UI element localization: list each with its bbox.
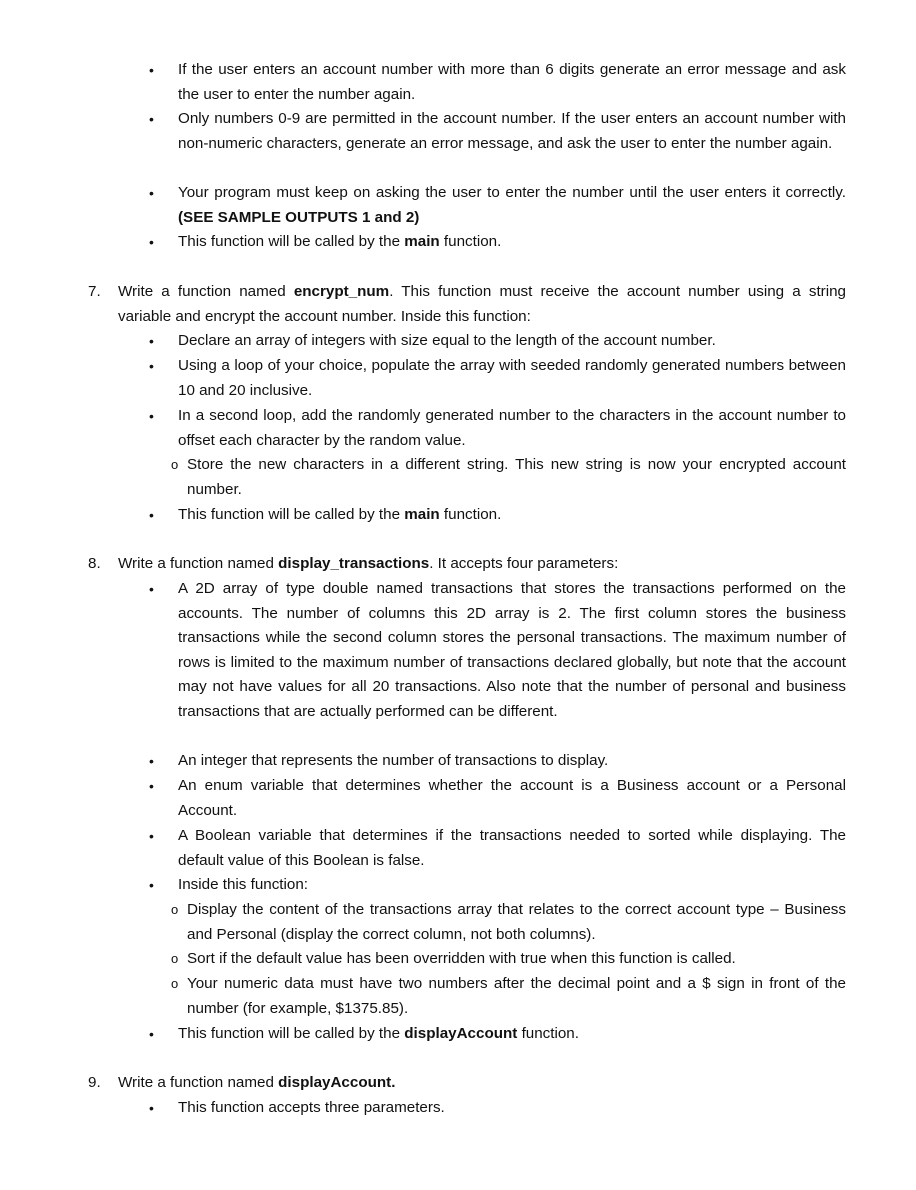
bullet-icon: • [149,1100,154,1116]
bullet-icon: • [149,778,154,794]
list-item: In a second loop, add the randomly generated number to the characters in the account number to offset each character by the random value. [178,407,846,449]
list-item: A 2D array of type double named transactions that stores the transactions performed on the accounts. The number of columns this 2D array is 2. The first column stores the business transactions while the second column stores the personal transactions. The maximum number of rows is limited to the maximum number of transactions declared globally, but note that the account may not have values for all 20 transactions. Also note that the number of personal and business transactions that are actually performed can be different. [178,580,846,720]
item-7-heading: Write a function named encrypt_num. This function must receive the account number using a string variable and encrypt the account number. Inside this function: [118,283,846,325]
item-8-heading: Write a function named display_transactions. It accepts four parameters: [118,555,619,572]
list-item: If the user enters an account number with more than 6 digits generate an error message and ask the user to enter the number again. [178,61,846,103]
bullet-icon: • [149,62,154,78]
list-item: Your program must keep on asking the user to enter the number until the user enters it correctly. (SEE SAMPLE OUTPUTS 1 and 2) [178,184,846,226]
list-item: This function will be called by the main function. [178,233,502,250]
list-item: This function will be called by the main function. [178,506,502,523]
item-number: 8. [88,555,101,572]
list-item: A Boolean variable that determines if the transactions needed to sorted while displaying. The default value of this Boolean is false. [178,827,846,869]
bullet-icon: • [149,358,154,374]
sub-list-item: Store the new characters in a different string. This new string is now your encrypted account number. [187,456,846,498]
bullet-icon: • [149,753,154,769]
bullet-icon: • [149,185,154,201]
function-name: display_transactions [278,555,430,572]
list-item: Declare an array of integers with size equal to the length of the account number. [178,332,716,349]
bullet-icon: • [149,408,154,424]
sub-bullet-icon: o [171,457,179,472]
sub-bullet-icon: o [171,976,179,991]
bullet-icon: • [149,507,154,523]
bullet-icon: • [149,1026,154,1042]
list-item: Only numbers 0-9 are permitted in the account number. If the user enters an account number with non-numeric characters, generate an error message, and ask the user to enter the number again. [178,110,846,152]
sub-list-item: Sort if the default value has been overridden with true when this function is called. [187,950,736,967]
sub-list-item: Your numeric data must have two numbers after the decimal point and a $ sign in front of the number (for example, $1375.85). [187,975,846,1017]
function-name: displayAccount. [278,1074,396,1091]
bullet-icon: • [149,581,154,597]
bullet-icon: • [149,234,154,250]
sub-bullet-icon: o [171,902,179,917]
sample-outputs-reference: (SEE SAMPLE OUTPUTS 1 and 2) [178,208,420,226]
list-item: This function accepts three parameters. [178,1099,445,1116]
list-item: An integer that represents the number of transactions to display. [178,752,609,769]
bullet-icon: • [149,828,154,844]
list-item: This function will be called by the displayAccount function. [178,1025,579,1042]
sub-list-item: Display the content of the transactions array that relates to the correct account type – Business and Personal (display the correct column, not both columns). [187,901,846,943]
bullet-icon: • [149,111,154,127]
sub-bullet-icon: o [171,951,179,966]
bullet-icon: • [149,333,154,349]
item-number: 9. [88,1074,101,1091]
list-item: Inside this function: [178,876,309,893]
bullet-icon: • [149,877,154,893]
list-item: An enum variable that determines whether the account is a Business account or a Personal Account. [178,777,846,819]
item-number: 7. [88,283,101,300]
list-item: Using a loop of your choice, populate the array with seeded randomly generated numbers between 10 and 20 inclusive. [178,357,846,399]
item-9-heading: Write a function named displayAccount. [118,1074,396,1091]
function-name: encrypt_num [293,283,390,300]
